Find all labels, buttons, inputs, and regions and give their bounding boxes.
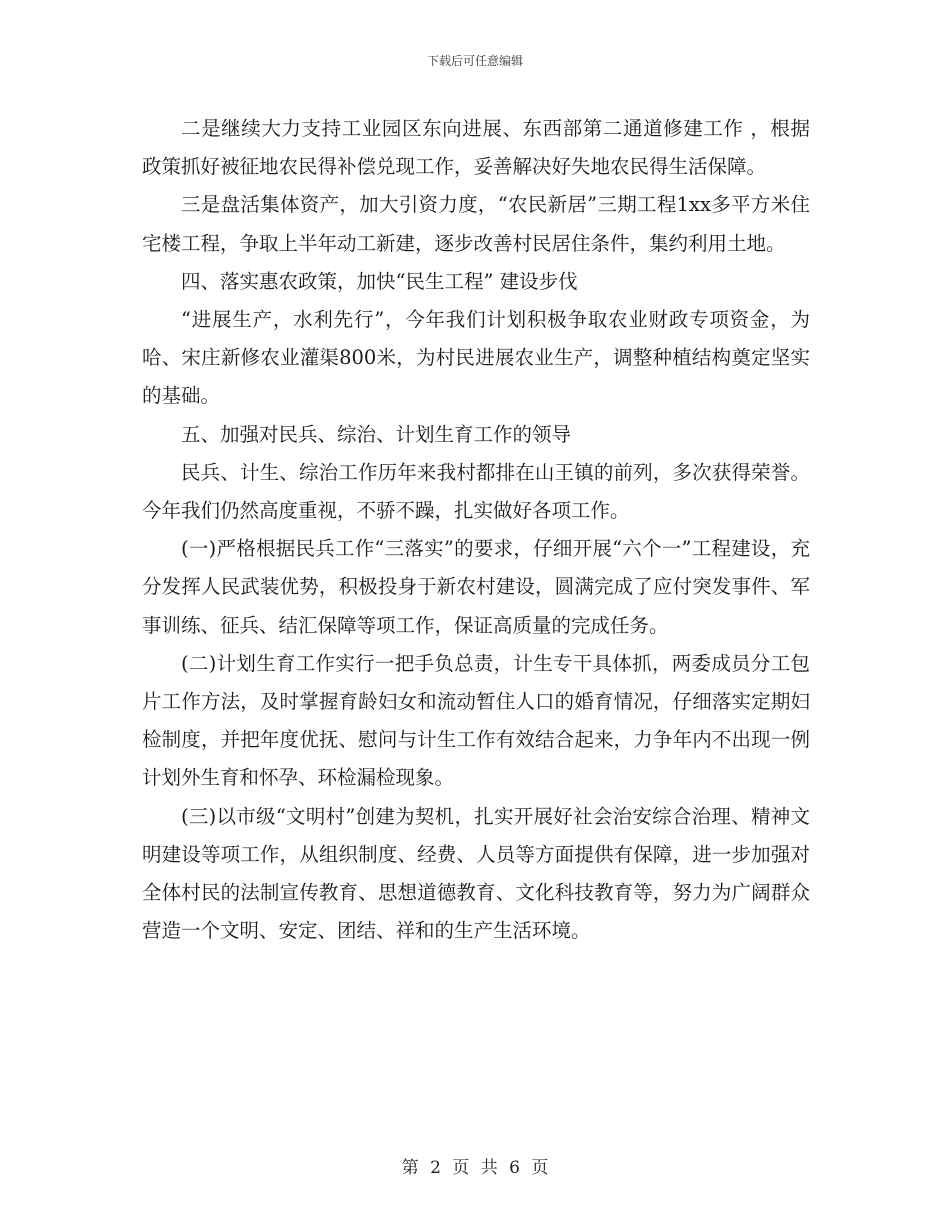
page-header-note: 下载后可任意编辑 (426, 54, 523, 68)
paragraph: (一)严格根据民兵工作“三落实”的要求，仔细开展“六个一”工程建设，充分发挥人民武装优势，积极投身于新农村建设，圆满完成了应付突发事件、军事训练、征兵、结汇保障等项工作，保证高质量的完成任务。 (142, 537, 810, 637)
paragraph: (三)以市级“文明村”创建为契机，扎实开展好社会治安综合治理、精神文明建设等项工作，从组织制度、经费、人员等方面提供有保障，进一步加强对全体村民的法制宣传教育、思想道德教育、文化科技教育等，努力为广阔群众营造一个文明、安定、团结、祥和的生产生活环境。 (142, 804, 810, 943)
paragraph: (二)计划生育工作实行一把手负总责，计生专干具体抓，两委成员分工包片工作方法，及时掌握育龄妇女和流动暂住人口的婚育情况，仔细落实定期妇检制度，并把年度优抚、慰问与计生工作有效结合起来，力争年内不出现一例计划外生育和怀孕、环检漏检现象。 (142, 651, 810, 790)
paragraph: “进展生产，水利先行”，今年我们计划积极争取农业财政专项资金，为哈、宋庄新修农业灌渠800米，为村民进展农业生产，调整种植结构奠定坚实的基础。 (142, 308, 810, 408)
page-number-footer: 第 2 页 共 6 页 (401, 1158, 549, 1178)
section-heading: 五、加强对民兵、综治、计划生育工作的领导 (181, 422, 572, 446)
paragraph: 民兵、计生、综治工作历年来我村都排在山王镇的前列，多次获得荣誉。今年我们仍然高度重视，不骄不躁，扎实做好各项工作。 (142, 460, 810, 523)
paragraph: 三是盘活集体资产，加大引资力度，“农民新居”三期工程1xx多平方米住宅楼工程，争取上半年动工新建，逐步改善村民居住条件，集约利用土地。 (142, 193, 810, 255)
paragraph: 二是继续大力支持工业园区东向进展、东西部第二通道修建工作 ，根据政策抓好被征地农民得补偿兑现工作，妥善解决好失地农民得生活保障。 (142, 117, 810, 179)
document-body (142, 110, 810, 950)
section-heading: 四、落实惠农政策，加快“民生工程” 建设步伐 (181, 269, 578, 293)
